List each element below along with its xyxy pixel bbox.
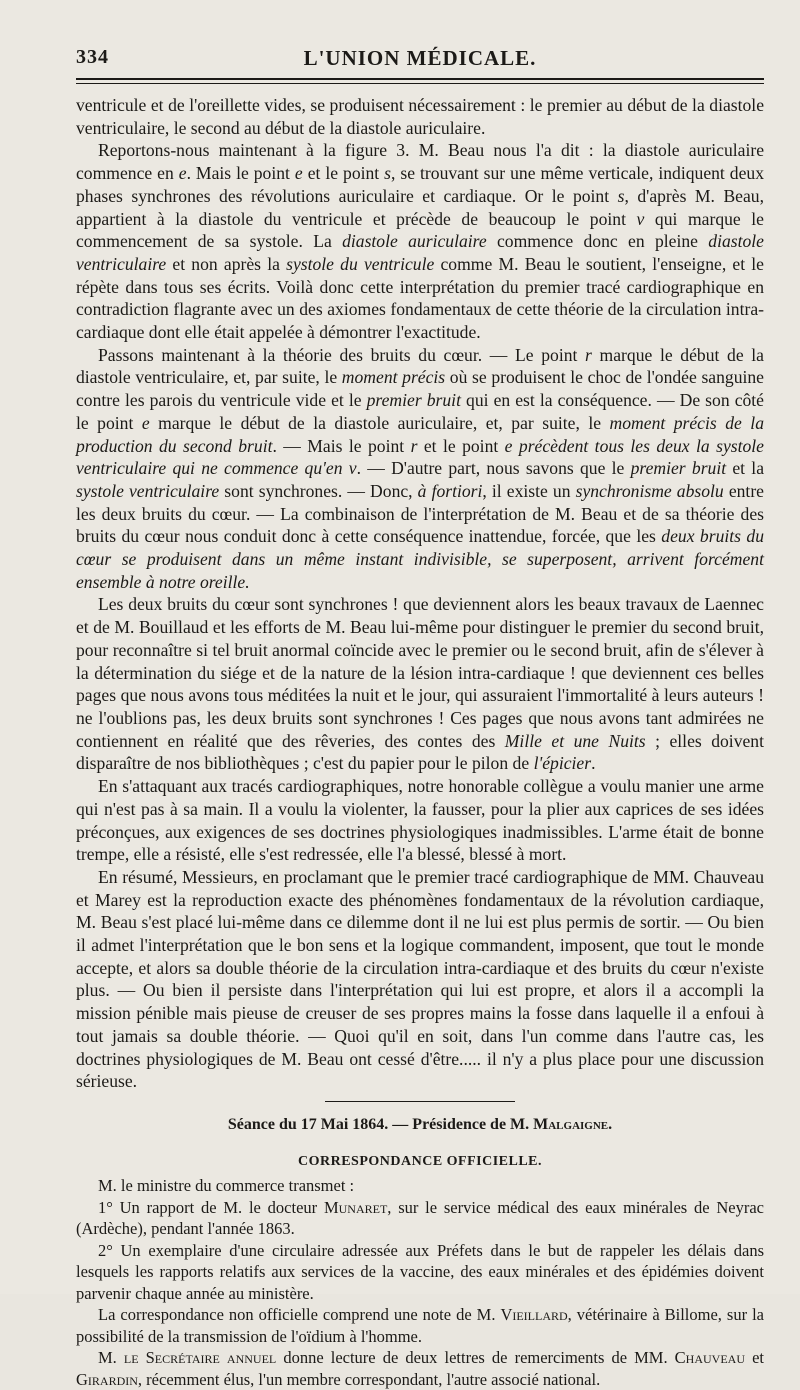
correspondance-item-2: 2° Un exemplaire d'une circulaire adressée aux Préfets dans le but de rappeler les délais dans lesquels les rapports relatifs aux services de la vaccine, des eaux minérales et des épidémies doivent parvenir chaque année au ministère. [76, 1240, 764, 1303]
correspondance-section [76, 1175, 764, 1390]
paragraph-5: En s'attaquant aux tracés cardiographiques, notre honorable collègue a voulu manier une arme qui n'est pas à sa main. Il a voulu la violenter, la fausser, pour la plier aux caprices de ses idées préconçues, aux exigences de ses doctrines physiologiques inadmissibles. L'arme était de bonne trempe, elle a résisté, elle s'est redressée, elle l'a blessé, blessé à mort. [76, 776, 764, 865]
paragraph-4: Les deux bruits du cœur sont synchrones ! que deviennent alors les beaux travaux de Laennec et de M. Bouillaud et les efforts de M. Beau lui-même pour distinguer le premier du second bruit, pour reconnaître si tel bruit anormal coïncide avec le premier ou le second bruit, afin de s'élever à la détermination du siége et de la nature de la lésion intra-cardiaque ! que deviennent ces belles pages que nous avons tous méditées la nuit et le jour, qui assuraient l'immortalité à leurs auteurs ! ne l'oublions pas, les deux bruits sont synchrones ! Ces pages que nous avons tant admirées ne contiennent en réalité que des rêveries, des contes des Mille et une Nuits ; elles doivent disparaître de nos bibliothèques ; c'est du papier pour le pilon de l'épicier. [76, 594, 764, 774]
paragraph-1: ventricule et de l'oreillette vides, se produisent nécessairement : le premier au début de la diastole ventriculaire, le second au début de la diastole auriculaire. [76, 95, 764, 138]
page-number: 334 [76, 46, 109, 68]
paragraph-3: Passons maintenant à la théorie des bruits du cœur. — Le point r marque le début de la diastole ventriculaire, et, par suite, le moment précis où se produisent le choc de l'ondée sanguine contre les parois du ventricule vide et le premier bruit qui en est la conséquence. — De son côté le point e marque le début de la diastole auriculaire, et, par suite, le moment précis de la production du second bruit. — Mais le point r et le point e précèdent tous les deux la systole ventriculaire qui ne commence qu'en v. — D'autre part, nous savons que le premier bruit et la systole ventriculaire sont synchrones. — Donc, à fortiori, il existe un synchronisme absolu entre les deux bruits du cœur. — La combinaison de l'interprétation de M. Beau et de sa théorie des bruits du cœur nous conduit donc à cette conséquence inattendue, forcée, que les deux bruits du cœur se produisent dans un même instant indivisible, se superposent, arrivent forcément ensemble à notre oreille. [76, 344, 765, 592]
journal-title: L'UNION MÉDICALE. [303, 46, 537, 70]
correspondance-secretary: M. le Secrétaire annuel donne lecture de deux lettres de remerciments de MM. Chauveau et Girardin, récemment élus, l'un membre correspondant, l'autre associé national. [76, 1348, 764, 1389]
correspondance-item-1: 1° Un rapport de M. le docteur Munaret, sur le service médical des eaux minérales de Neyrac (Ardèche), pendant l'année 1863. [76, 1197, 764, 1239]
correspondance-unofficial: La correspondance non officielle comprend une note de M. Vieillard, vétérinaire à Billome, sur la possibilité de la transmission de l'oïdium à l'homme. [76, 1305, 764, 1346]
paragraph-6: En résumé, Messieurs, en proclamant que le premier tracé cardiographique de MM. Chauveau et Marey est la reproduction exacte des phénomènes fondamentaux de la révolution cardiaque, M. Beau s'est placé lui-même dans ce dilemme dont il ne lui est plus permis de sortir. — Ou bien il admet l'interprétation que le bon sens et la logique commandent, imposent, que tout le monde accepte, et alors sa double théorie de la circulation intra-cardiaque et des bruits du cœur n'existe plus. — Ou bien il persiste dans l'interprétation qui lui est propre, et alors il a accompli la mission pénible mais pieuse de creuser de ses propres mains la fosse dans laquelle il a enfoui à tout jamais sa double théorie. — Quoi qu'il en soit, dans l'un comme dans l'autre cas, les doctrines physiologiques de M. Beau ont cessé d'être..... il n'y a plus place pour une discussion sérieuse. [76, 866, 764, 1092]
seance-heading: Séance du 17 Mai 1864. — Présidence de M. Malgaigne. [227, 1115, 613, 1133]
article-body [76, 94, 764, 1390]
page-header [76, 46, 764, 80]
correspondance-intro: M. le ministre du commerce transmet : [98, 1176, 355, 1196]
correspondance-heading: CORRESPONDANCE OFFICIELLE. [297, 1153, 543, 1169]
header-rule [76, 83, 764, 84]
section-separator [325, 1101, 515, 1102]
paragraph-2: Reportons-nous maintenant à la figure 3. M. Beau nous l'a dit : la diastole auriculaire commence en e. Mais le point e et le point s, se trouvant sur une même verticale, indiquent deux phases synchrones des révolutions auriculaire et cardiaque. Or le point s, d'après M. Beau, appartient à la diastole du ventricule et précède de beaucoup le point v qui marque le commencement de sa systole. La diastole auriculaire commence donc en pleine diastole ventriculaire et non après la systole du ventricule comme M. Beau le soutient, l'enseigne, et le répète dans tous ses écrits. Voilà donc cette interprétation du premier tracé cardiographique en contradiction flagrante avec un des axiomes fondamentaux de cette théorie de la circulation intra-cardiaque dont elle était appelée à démontrer l'exactitude. [76, 140, 764, 343]
